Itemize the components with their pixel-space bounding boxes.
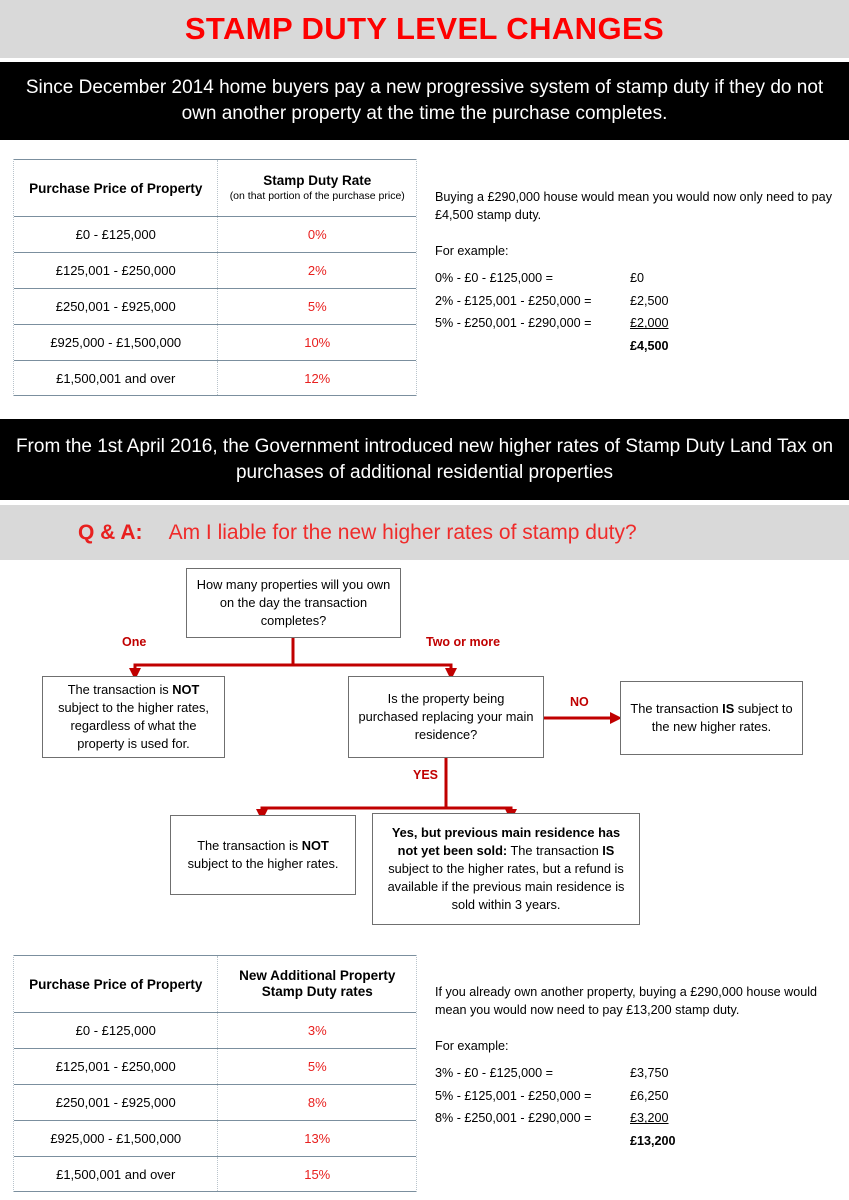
rate-value: 5%: [307, 299, 327, 314]
table2-header-col1: Purchase Price of Property: [14, 956, 218, 1012]
rate-value: 10%: [304, 335, 331, 350]
calc-expression: 5% - £250,001 - £290,000 =: [435, 316, 592, 331]
calc-amount: £2,000: [630, 316, 669, 331]
example2-for-example: For example:: [435, 1038, 509, 1053]
flow-box-one-not-subject: [42, 676, 225, 758]
table-row: [14, 1012, 416, 1048]
txt-part: subject to the new higher rates.: [651, 700, 793, 734]
txt-part: The transaction is: [67, 681, 173, 697]
qa-label: Q & A:: [78, 520, 143, 544]
flow-label-yes: YES: [413, 768, 439, 782]
flow-box-one-not-subject-text: [52, 681, 215, 754]
table2-header-col2: [218, 956, 416, 1012]
table1-header-col2: [218, 160, 416, 216]
example-calculation-additional: [435, 984, 845, 1151]
example-calculation-standard: [435, 189, 835, 356]
txt-part: The transaction is: [197, 837, 302, 853]
calc-amount: £6,250: [630, 1088, 669, 1103]
total-amount: £4,500: [630, 339, 669, 354]
flow-box-no-is-subject-text: [630, 700, 793, 736]
txt-part: subject to the higher rates, regardless of what the property is used for.: [58, 699, 209, 752]
calc-amount: £3,200: [630, 1111, 669, 1126]
table1-header-col2-sub: (on that portion of the purchase price): [229, 190, 405, 203]
flow-box-no-is-subject: [620, 681, 803, 755]
total-spacer: [435, 338, 630, 356]
table-row: [14, 288, 416, 324]
txt-bold: Yes, but previous main residence has not yet been sold:: [391, 824, 621, 858]
table-row: [14, 1084, 416, 1120]
band-label: £250,001 - £925,000: [14, 289, 218, 324]
example2-calc-row: [435, 1088, 845, 1106]
april-2016-banner-text: From the 1st April 2016, the Government introduced new higher rates of Stamp Duty Land Tax on purchases of additional residential properties: [15, 435, 834, 483]
table1-header-col2-main: Stamp Duty Rate: [263, 173, 372, 189]
calc-amount: £0: [630, 270, 645, 285]
rate-value: 15%: [304, 1166, 331, 1182]
band-label: £0 - £125,000: [14, 217, 218, 252]
example1-calc-row: [435, 293, 835, 311]
txt-bold: IS: [602, 842, 615, 858]
example1-for-example: For example:: [435, 243, 509, 258]
calc-expression: 8% - £250,001 - £290,000 =: [435, 1111, 592, 1126]
txt-part: The transaction: [507, 842, 603, 858]
flow-label-one: One: [122, 635, 147, 649]
txt-bold: NOT: [301, 837, 329, 853]
txt-part: subject to the higher rates, but a refund is available if the previous main residence is sold within 3 years.: [387, 860, 625, 913]
table-row: [14, 1048, 416, 1084]
flow-box-yes-not-sold: [372, 813, 640, 925]
rate-value: 5%: [307, 1059, 327, 1074]
flow-box-yes-not-sold-text: [382, 824, 630, 915]
qa-bar: [0, 505, 849, 560]
rate-value: 3%: [307, 1023, 327, 1038]
txt-bold: IS: [722, 700, 735, 716]
txt-part: subject to the higher rates.: [187, 856, 339, 871]
calc-expression: 5% - £125,001 - £250,000 =: [435, 1088, 592, 1103]
table2-header-col2-line2: Stamp Duty rates: [261, 984, 373, 999]
table-header-row: [14, 159, 416, 216]
april-2016-banner: [0, 419, 849, 500]
rate-value: 8%: [307, 1095, 327, 1110]
flow-start-question-text: How many properties will you own on the day the transaction completes?: [196, 576, 391, 629]
band-label: £250,001 - £925,000: [14, 1085, 218, 1120]
band-label: £125,001 - £250,000: [14, 1049, 218, 1084]
flow-box-replacing-question-text: Is the property being purchased replacing your main residence?: [358, 690, 534, 743]
rate-value: 0%: [307, 227, 327, 242]
liability-flowchart: [0, 560, 849, 945]
flow-label-two-or-more: Two or more: [426, 635, 501, 649]
example2-calc-row: [435, 1110, 845, 1128]
example1-total-row: [435, 338, 835, 356]
example2-calc-row: [435, 1065, 845, 1083]
table2-header-col2-line1: New Additional Property: [239, 967, 396, 983]
example1-lead: Buying a £290,000 house would mean you would now only need to pay £4,500 stamp duty.: [435, 190, 832, 222]
band-label: £1,500,001 and over: [14, 361, 218, 395]
calc-amount: £3,750: [630, 1065, 669, 1080]
flow-label-no: NO: [570, 695, 589, 709]
stamp-duty-rate-table: [13, 159, 417, 396]
band-label: £0 - £125,000: [14, 1013, 218, 1048]
flow-box-yes-not-subject-text: [180, 837, 346, 873]
band-label: £925,000 - £1,500,000: [14, 1121, 218, 1156]
calc-expression: 0% - £0 - £125,000 =: [435, 270, 553, 285]
table-row: [14, 216, 416, 252]
intro-banner-text: Since December 2014 home buyers pay a new progressive system of stamp duty if they do not own another property at the time the purchase completes.: [25, 77, 824, 124]
example1-calc-row: [435, 270, 835, 288]
table-row: [14, 1120, 416, 1156]
example1-calc-row: [435, 315, 835, 333]
additional-property-rate-table: [13, 955, 417, 1192]
flow-box-replacing-question: [348, 676, 544, 758]
band-label: £925,000 - £1,500,000: [14, 325, 218, 360]
txt-bold: NOT: [172, 681, 200, 697]
calc-expression: 3% - £0 - £125,000 =: [435, 1065, 553, 1080]
table-header-row: [14, 955, 416, 1012]
table-row: [14, 1156, 416, 1192]
table-row: [14, 360, 416, 396]
table-row: [14, 252, 416, 288]
example2-lead: If you already own another property, buying a £290,000 house would mean you would now need to pay £13,200 stamp duty.: [435, 985, 818, 1017]
total-amount: £13,200: [630, 1134, 676, 1149]
title-bar: [0, 0, 849, 58]
calc-amount: £2,500: [630, 293, 669, 308]
band-label: £1,500,001 and over: [14, 1157, 218, 1191]
txt-part: The transaction: [630, 700, 723, 716]
table1-header-col1: Purchase Price of Property: [14, 160, 218, 216]
rate-value: 12%: [304, 370, 331, 386]
rate-value: 13%: [304, 1131, 331, 1146]
intro-banner: [0, 62, 849, 140]
flow-start-question-box: [186, 568, 401, 638]
page-title: STAMP DUTY LEVEL CHANGES: [184, 11, 665, 46]
rate-value: 2%: [307, 263, 327, 278]
table-row: [14, 324, 416, 360]
example2-total-row: [435, 1133, 845, 1151]
flow-box-yes-not-subject: [170, 815, 356, 895]
band-label: £125,001 - £250,000: [14, 253, 218, 288]
total-spacer: [435, 1133, 630, 1151]
calc-expression: 2% - £125,001 - £250,000 =: [435, 293, 592, 308]
qa-question: Am I liable for the new higher rates of stamp duty?: [168, 520, 637, 544]
